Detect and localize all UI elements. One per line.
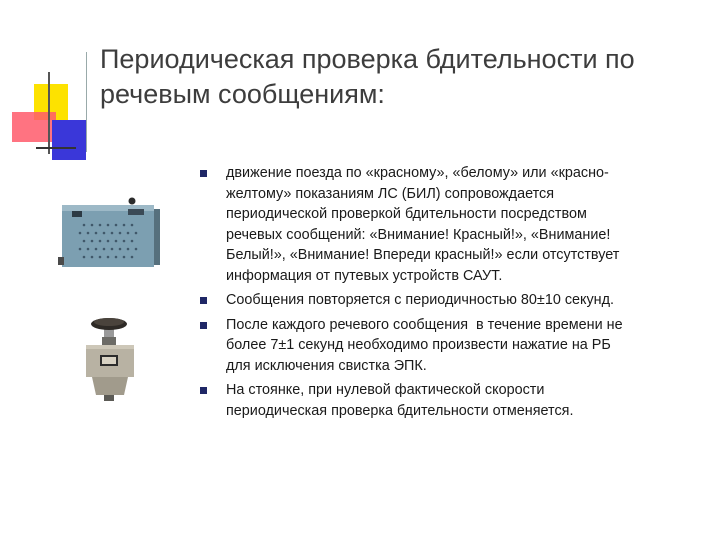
vigilance-button-image [80, 315, 140, 402]
list-item-line: периодическая проверка бдительности отменяется. [226, 402, 574, 419]
bullet-square-icon [200, 322, 207, 329]
list-item-line: информация от путевых устройств САУТ. [226, 267, 503, 284]
list-item-line: для исключения свистка ЭПК. [226, 357, 427, 374]
list-item [200, 290, 690, 311]
decor-line-vertical [48, 72, 50, 154]
decor-line-horizontal [36, 147, 76, 149]
list-item-line: После каждого речевого сообщения в течение времени не [226, 316, 623, 333]
list-item-line: движение поезда по «красному», «белому» или «красно- [226, 165, 609, 181]
bullet-square-icon [200, 297, 207, 304]
slide-title-line-1: Периодическая проверка бдительности по [100, 44, 635, 74]
list-item-line: речевых сообщений: «Внимание! Красный!», «Внимание! [226, 226, 611, 243]
speaker-unit-image [58, 193, 162, 275]
slide-title-line-2: речевым сообщениям: [100, 79, 385, 109]
bullet-square-icon [200, 387, 207, 394]
bullet-list [200, 163, 690, 421]
list-item-line: На стоянке, при нулевой фактической скорости [226, 382, 545, 398]
slide-title [100, 42, 700, 112]
bullet-square-icon [200, 170, 207, 177]
list-item-line: Сообщения повторяется с периодичностью 80±10 секунд. [226, 292, 615, 308]
list-item-line: периодической проверкой бдительности посредством [226, 206, 587, 222]
list-item [200, 315, 690, 377]
list-item-line: более 7±1 секунд необходимо произвести нажатие на РБ [226, 337, 611, 353]
decor-square-blue [52, 120, 86, 160]
list-item [200, 163, 690, 286]
list-item-line: Белый!», «Внимание! Впереди красный!» если отсутствует [226, 247, 620, 263]
list-item [200, 380, 690, 421]
decor-line-vertical-thin [86, 52, 87, 152]
list-item-line: желтому» показаниям ЛС (БИЛ) сопровождается [226, 185, 555, 202]
